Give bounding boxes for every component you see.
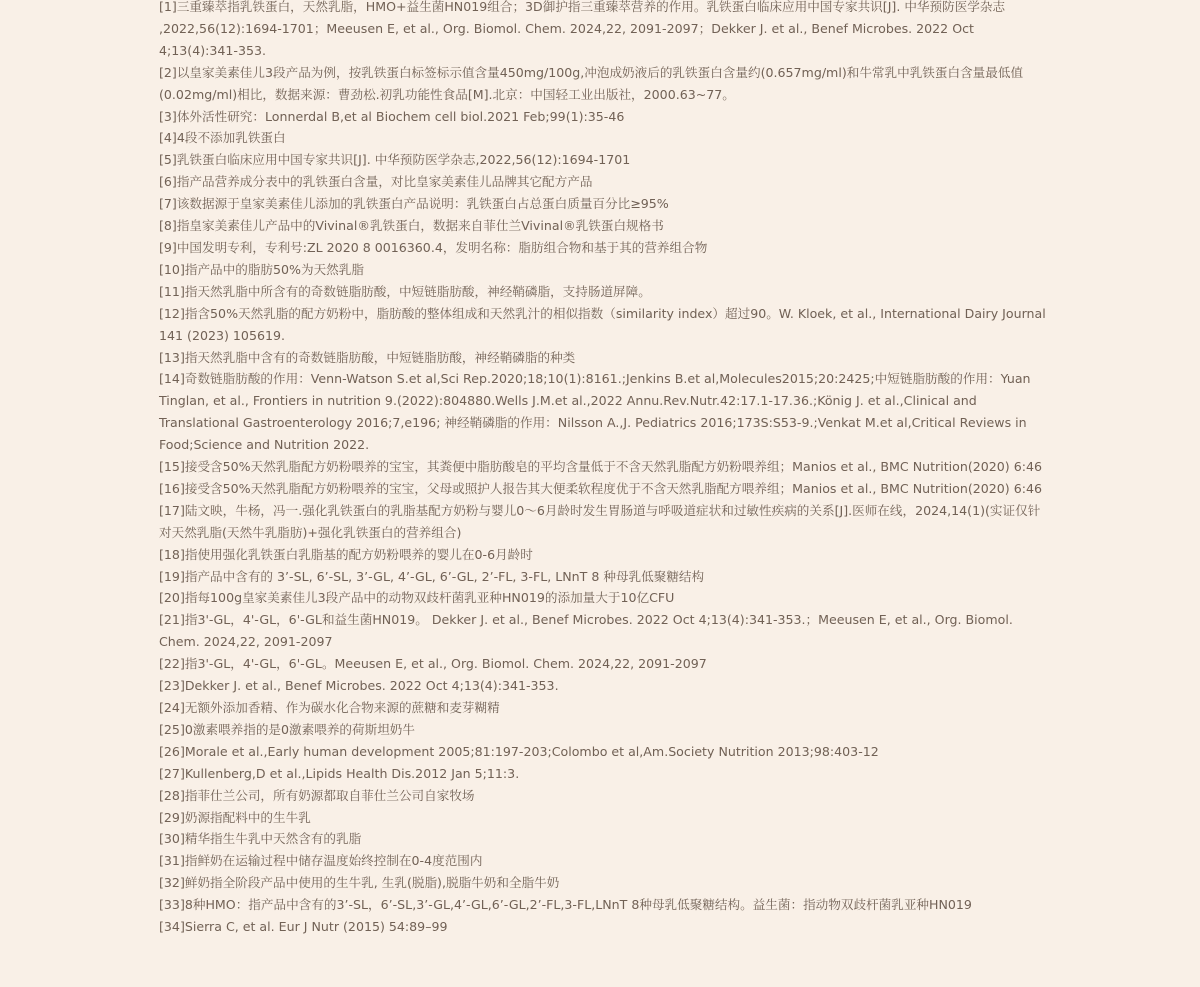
footnote-18: [18]指使用强化乳铁蛋白乳脂基的配方奶粉喂养的婴儿在0-6月龄时 xyxy=(159,546,533,562)
footnote-20: [20]指每100g皇家美素佳儿3段产品中的动物双歧杆菌乳亚种HN019的添加量大于10亿CFU xyxy=(159,590,675,606)
footnote-3: [3]体外活性研究：Lonnerdal B,et al Biochem cell biol.2021 Feb;99(1):35-46 xyxy=(159,108,625,124)
footnote-21: [21]指3'-GL，4'-GL，6'-GL和益生菌HN019。 Dekker J. et al., Benef Microbes. 2022 Oct 4;13(4):341-353.；Meeusen E, et al., Org. Biomol. Chem. 2024,22, 2091-2097 xyxy=(159,612,1013,650)
footnote-list xyxy=(159,0,1050,938)
footnote-26: [26]Morale et al.,Early human development 2005;81:197-203;Colombo et al,Am.Society Nutrition 2013;98:403-12 xyxy=(159,743,879,759)
footnote-9: [9]中国发明专利，专利号:ZL 2020 8 0016360.4，发明名称：脂肪组合物和基于其的营养组合物 xyxy=(159,239,708,255)
footnote-8: [8]指皇家美素佳儿产品中的Vivinal®乳铁蛋白，数据来自菲仕兰Vivinal®乳铁蛋白规格书 xyxy=(159,218,664,234)
footnote-24: [24]无额外添加香精、作为碳水化合物来源的蔗糖和麦芽糊精 xyxy=(159,700,500,715)
footnote-10: [10]指产品中的脂肪50%为天然乳脂 xyxy=(159,261,364,277)
footnote-25: [25]0激素喂养指的是0激素喂养的荷斯坦奶牛 xyxy=(159,721,415,737)
footnote-22: [22]指3'-GL，4'-GL，6'-GL。Meeusen E, et al., Org. Biomol. Chem. 2024,22, 2091-2097 xyxy=(159,656,707,672)
footnote-33: [33]8种HMO：指产品中含有的3’-SL，6’-SL,3’-GL,4’-GL,6’-GL,2’-FL,3-FL,LNnT 8种母乳低聚糖结构。益生菌：指动物双歧杆菌乳亚种HN019 xyxy=(159,897,972,913)
footnote-15: [15]接受含50%天然乳脂配方奶粉喂养的宝宝，其粪便中脂肪酸皂的平均含量低于不含天然乳脂配方奶粉喂养组；Manios et al., BMC Nutrition(2020) 6:46 xyxy=(159,459,1043,475)
footnote-13: [13]指天然乳脂中含有的奇数链脂肪酸，中短链脂肪酸，神经鞘磷脂的种类 xyxy=(159,349,576,365)
footnote-32: [32]鲜奶指全阶段产品中使用的生牛乳, 生乳(脱脂),脱脂牛奶和全脂牛奶 xyxy=(159,875,560,891)
footnote-12: [12]指含50%天然乳脂的配方奶粉中，脂肪酸的整体组成和天然乳汁的相似指数（similarity index）超过90。W. Kloek, et al., International Dairy Journal 141 (2023) 105619. xyxy=(159,305,1046,343)
footnote-16: [16]接受含50%天然乳脂配方奶粉喂养的宝宝，父母或照护人报告其大便柔软程度优于不含天然乳脂配方喂养组；Manios et al., BMC Nutrition(2020) 6:46 xyxy=(159,480,1043,496)
footnote-11: [11]指天然乳脂中所含有的奇数链脂肪酸，中短链脂肪酸，神经鞘磷脂，支持肠道屏障。 xyxy=(159,283,651,299)
footnote-2: [2]以皇家美素佳儿3段产品为例，按乳铁蛋白标签标示值含量450mg/100g,冲泡成奶液后的乳铁蛋白含量约(0.657mg/ml)和牛常乳中乳铁蛋白含量最低值(0.02mg/ml)相比，数据来源：曹劲松.初乳功能性食品[M].北京：中国轻工业出版社，2000.63~77。 xyxy=(159,64,1024,102)
footnote-7: [7]该数据源于皇家美素佳儿添加的乳铁蛋白产品说明：乳铁蛋白占总蛋白质量百分比≥95% xyxy=(159,196,669,212)
footnote-6: [6]指产品营养成分表中的乳铁蛋白含量，对比皇家美素佳儿品牌其它配方产品 xyxy=(159,174,593,190)
footnote-27: [27]Kullenberg,D et al.,Lipids Health Dis.2012 Jan 5;11:3. xyxy=(159,765,520,781)
footnote-28: [28]指菲仕兰公司，所有奶源都取自菲仕兰公司自家牧场 xyxy=(159,787,475,803)
footnote-14: [14]奇数链脂肪酸的作用：Venn-Watson S.et al,Sci Rep.2020;18;10(1):8161.;Jenkins B.et al,Molecules2015;20:2425;中短链脂肪酸的作用：Yuan Tinglan, et al., Frontiers in nutrition 9.(2022):804880.Wells J.M.et al.,2022 Annu.Rev.Nutr.42:17.1-17.36.;König J. et al.,Clinical and Translational Gastroenterology 2016;7,e196; 神经鞘磷脂的作用：Nilsson A.,J. Pediatrics 2016;173S:S53-9.;Venkat M.et al,Critical Reviews in Food;Science and Nutrition 2022. xyxy=(159,371,1031,453)
footnote-31: [31]指鲜奶在运输过程中储存温度始终控制在0-4度范围内 xyxy=(159,853,483,869)
footnote-4: [4]4段不添加乳铁蛋白 xyxy=(159,130,286,146)
footnote-34: [34]Sierra C, et al. Eur J Nutr (2015) 54:89–99 xyxy=(159,919,448,935)
footnote-30: [30]精华指生牛乳中天然含有的乳脂 xyxy=(159,831,362,847)
footnote-19: [19]指产品中含有的 3’-SL, 6’-SL, 3’-GL, 4’-GL, 6’-GL, 2’-FL, 3-FL, LNnT 8 种母乳低聚糖结构 xyxy=(159,568,705,584)
footnote-23: [23]Dekker J. et al., Benef Microbes. 2022 Oct 4;13(4):341-353. xyxy=(159,678,559,694)
footnote-29: [29]奶源指配料中的生牛乳 xyxy=(159,809,311,825)
footnote-1: [1]三重臻萃指乳铁蛋白，天然乳脂，HMO+益生菌HN019组合；3D御护指三重臻萃营养的作用。乳铁蛋白临床应用中国专家共识[J]. 中华预防医学杂志 ,2022,56(12):1694-1701；Meeusen E, et al., Org. Biomol. Chem. 2024,22, 2091-2097；Dekker J. et al., Benef Microbes. 2022 Oct 4;13(4):341-353. xyxy=(159,0,1006,58)
footnote-5: [5]乳铁蛋白临床应用中国专家共识[J]. 中华预防医学杂志,2022,56(12):1694-1701 xyxy=(159,152,631,168)
footnote-17: [17]陆文映，牛杨，冯一.强化乳铁蛋白的乳脂基配方奶粉与婴儿0～6月龄时发生胃肠道与呼吸道症状和过敏性疾病的关系[J].医师在线，2024,14(1)(实证仅针对天然乳脂(天然牛乳脂肪)+强化乳铁蛋白的营养组合) xyxy=(159,502,1041,540)
